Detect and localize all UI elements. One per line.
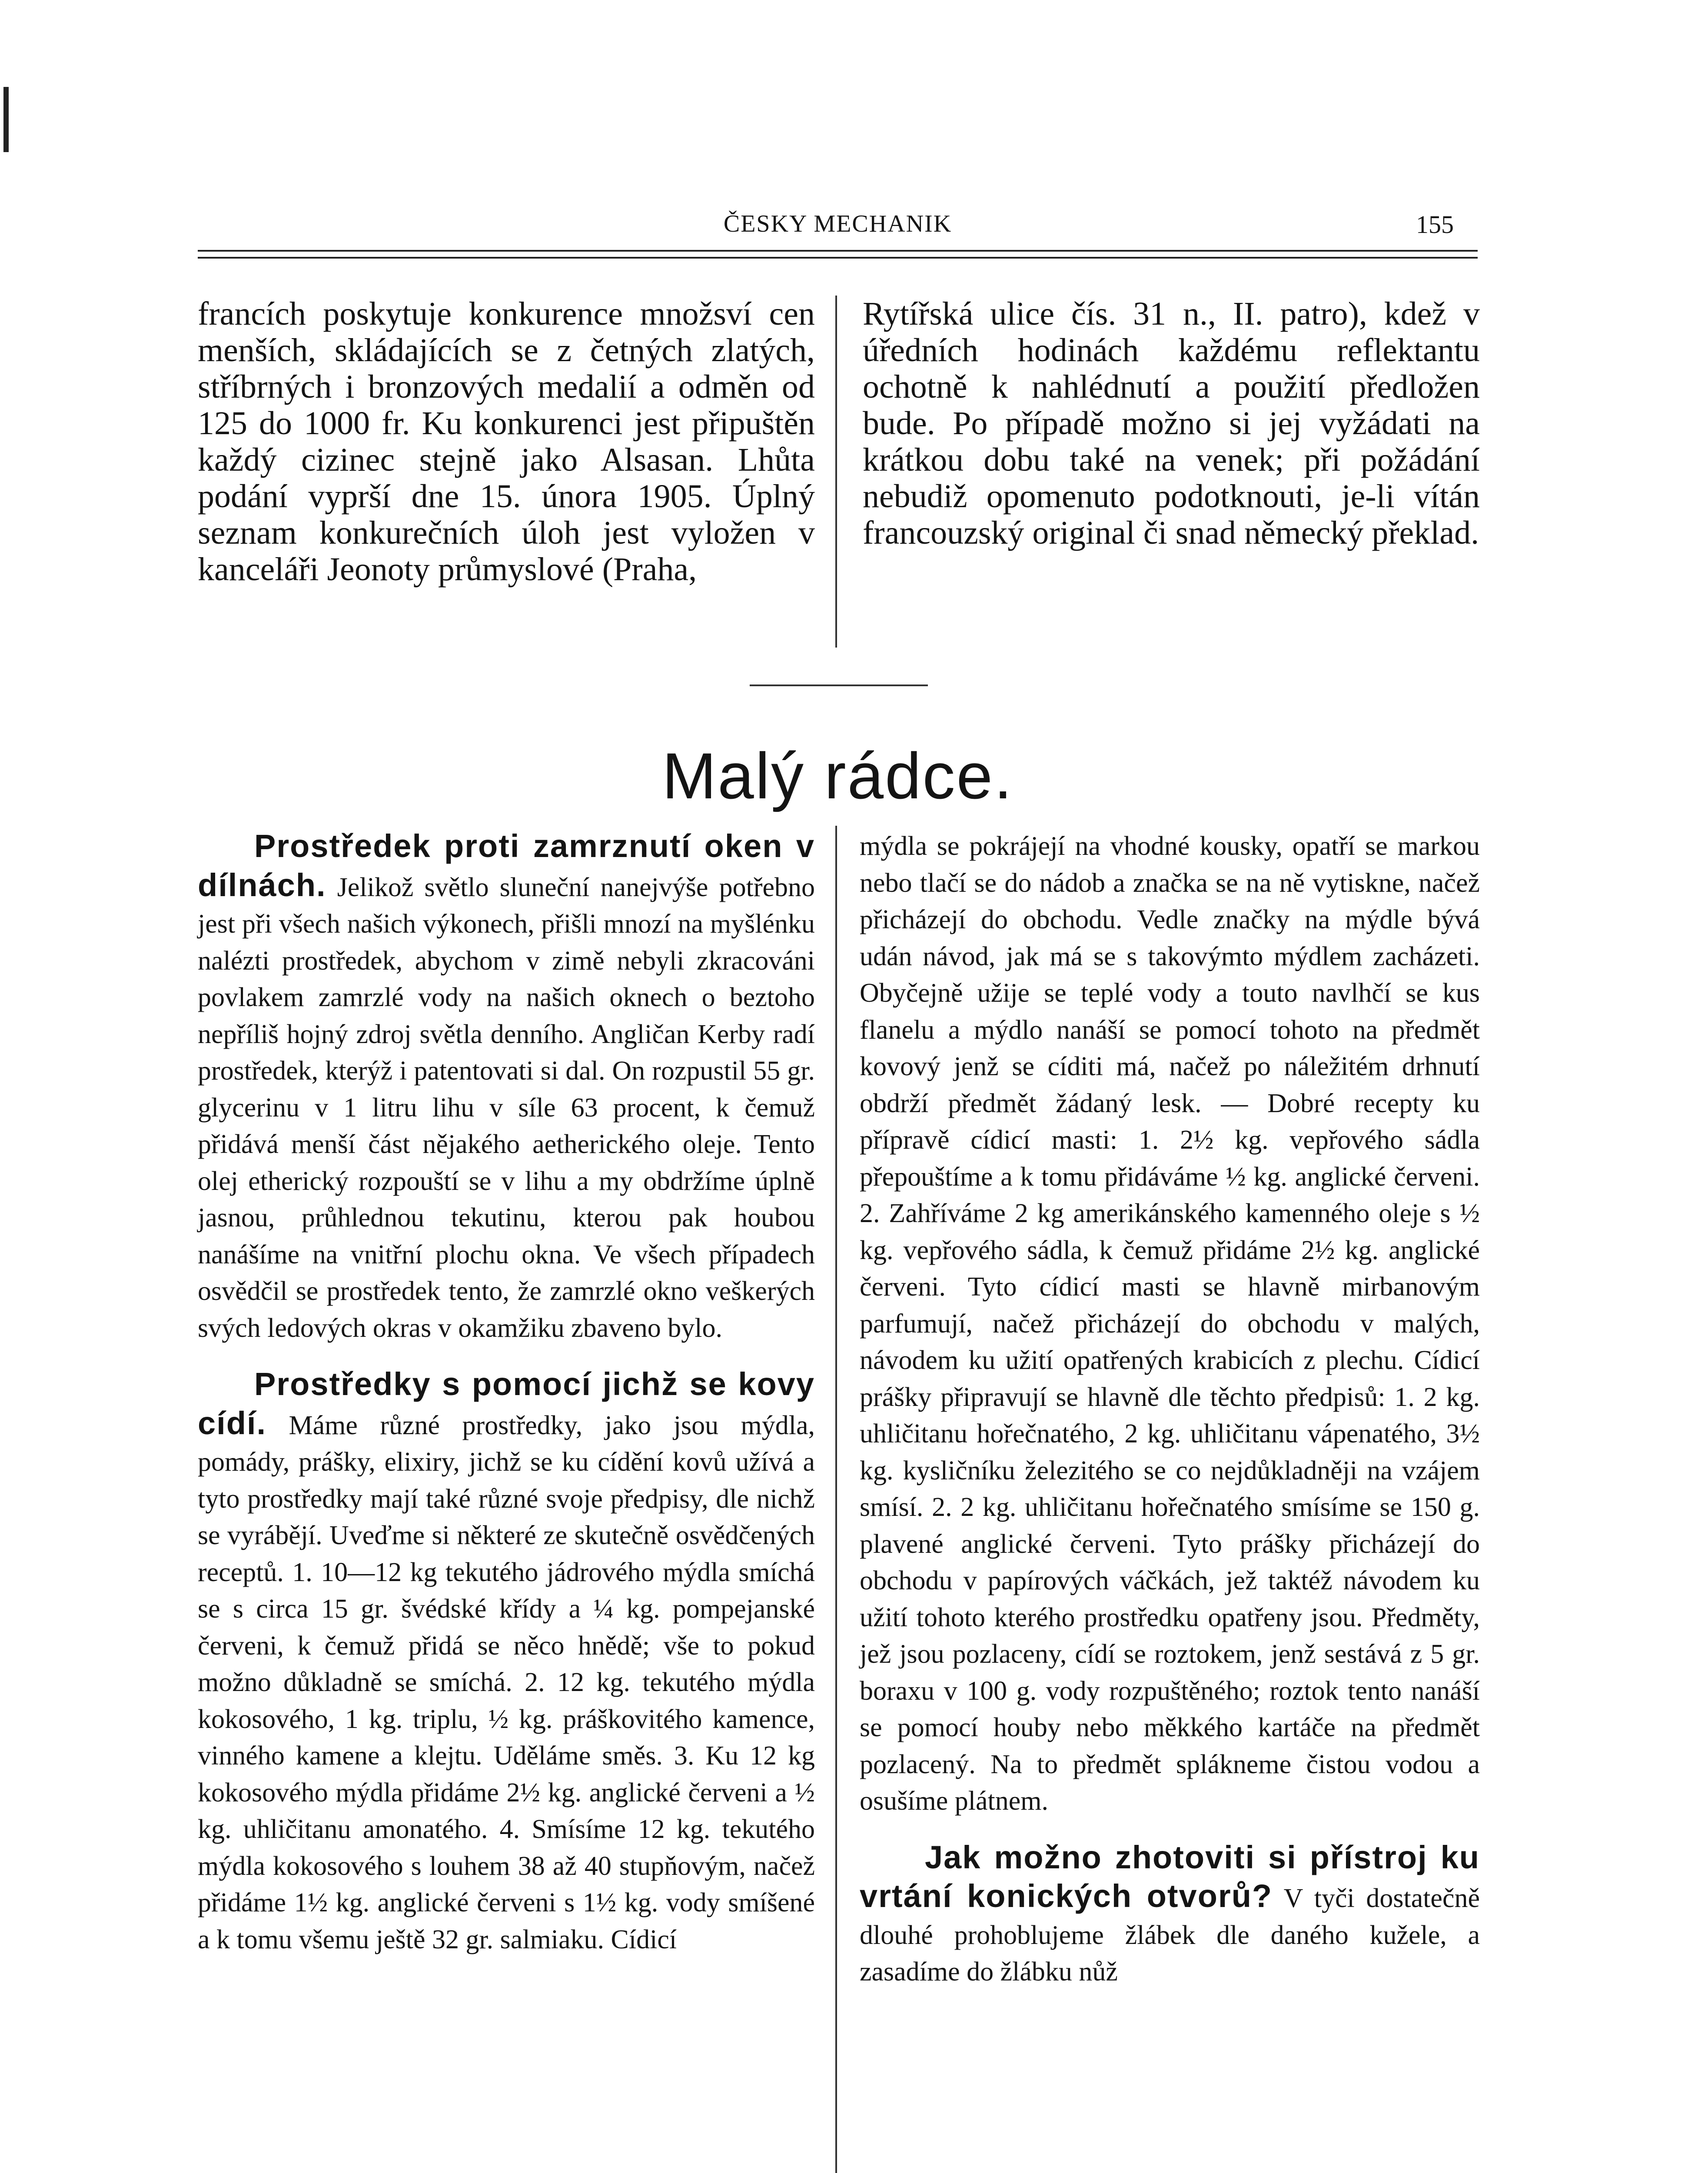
header-rule-top [198, 250, 1478, 252]
column-divider-top [835, 296, 837, 648]
journal-title: ČESKY MECHANIK [723, 210, 952, 237]
bottom-right-column [860, 828, 1480, 1990]
article-metal-cleaning-body: Máme různé prostředky, jako jsou mýdla, pomády, prášky, elixiry, jichž se ku cídění kovů užívá a tyto prostředky mají také různé svoje předpisy, dle nichž se vyrábějí. Uveďme si některé ze skutečně osvědčených receptů. 1. 10—12 kg tekutého jádrového mýdla smíchá se s circa 15 gr. švédské křídy a ¼ kg. pompejanské červeni, k čemuž přidá se něco hnědě; vše to pokud možno důkladně se smíchá. 2. 12 kg. tekutého mýdla kokosového, 1 kg. triplu, ½ kg. práškovitého kamence, vinného kamene a klejtu. Uděláme směs. 3. Ku 12 kg kokosového mýdla přidáme 2½ kg. anglické červeni a ½ kg. uhličitanu amonatého. 4. Smísíme 12 kg. tekutého mýdla kokosového s louhem 38 až 40 stupňovým, načež přidáme 1½ kg. anglické červeni s 1½ kg. vody smíšené a k tomu všemu ještě 32 gr. salmiaku. Cídicí [198, 1410, 815, 1954]
bottom-left-column [198, 828, 815, 1958]
header-rule-bottom [198, 257, 1478, 259]
article-metal-cleaning-heading: Prostředky s pomocí jichž se kovy cídí. [198, 1366, 815, 1441]
running-header [198, 206, 1478, 246]
article-drill-heading: Jak možno zhotoviti si přístroj ku vrtání konických otvorů? [860, 1839, 1480, 1914]
article-drill [860, 1839, 1480, 1990]
top-right-paragraph: Rytířská ulice čís. 31 n., II. patro), kdež v úředních hodinách každému reflektantu ochotně k nahlédnutí a použití předložen bude. Po případě možno si jej vyžádati na krátkou dobu také na venek; při požádání nebudiž opomenuto podotknouti, je-li vítán francouzský original či snad německý překlad. [863, 296, 1480, 551]
top-right-column [863, 296, 1480, 551]
section-title: Malý rádce. [662, 739, 1014, 812]
article-metal-cleaning-continuation: mýdla se pokrájejí na vhodné kousky, opatří se markou nebo tlačí se do nádob a značka se na ně vytiskne, načež přicházejí do obchodu. Vedle značky na mýdle bývá udán návod, jak má se s takovýmto mýdlem zacházeti. Obyčejně užije se teplé vody a touto navlhčí se kus flanelu a mýdlo nanáší se pomocí tohoto na předmět kovový jenž se cíditi má, načež po náležitém drhnutí obdrží předmět žádaný lesk. — Dobré recepty ku přípravě cídicí masti: 1. 2½ kg. vepřového sádla přepouštíme a k tomu přidáváme ½ kg. anglické červeni. 2. Zahříváme 2 kg amerikánského kamenného oleje s ½ kg. vepřového sádla, k čemuž přidáme 2½ kg. anglické červeni. Tyto cídicí masti se hlavně mirbanovým parfumují, načež přicházejí do obchodu v malých, návodem ku užití opatřených krabicích z plechu. Cídicí prášky připravují se hlavně dle těchto předpisů: 1. 2 kg. uhličitanu hořečnatého, 2 kg. uhličitanu vápenatého, 3½ kg. kysličníku železitého se co nejdůkladněji na vzájem smísí. 2. 2 kg. uhličitanu hořečnatého smísíme se 150 g. plavené anglické červeni. Tyto prášky přicházejí do obchodu v papírových váčkách, jež taktéž návodem ku užití tohoto kterého prostředku opatřeny jsou. Předměty, jež jsou pozlaceny, cídí se roztokem, jenž sestává z 5 gr. boraxu v 100 g. vody rozpuštěného; roztok tento nanáší se pomocí houby nebo měkkého kartáče na předmět pozlacený. Na to předmět spláknemе čistou vodou a osušíme plátnem. [860, 831, 1480, 1816]
article-frost [198, 828, 815, 1346]
article-metal-cleaning [198, 1366, 815, 1958]
scan-edge-mark [3, 87, 9, 152]
article-frost-body: Jelikož světlo sluneční nanejvýše potřebno jest při všech našich výkonech, přišli mnozí na myšlénku nalézti prostředek, abychom v zimě nebyli zkracováni povlakem zamrzlé vody na našich oknech o beztoho nepříliš hojný zdroj světla denního. Angličan Kerby radí prostředek, kterýž i patentovati si dal. On rozpustil 55 gr. glycerinu v 1 litru lihu v síle 63 procent, k čemuž přidává menší část nějakého aetherického oleje. Tento olej etherický rozpouští se v lihu a my obdržíme úplně jasnou, průhlednou tekutinu, kterou pak houbou nanášíme na vnitřní plochu okna. Ve všech případech osvědčil se prostředek tento, že zamrzlé okno veškerých svých ledových okras v okamžiku zbaveno bylo. [198, 872, 815, 1343]
top-left-paragraph: francích poskytuje konkurence množsví cen menších, skládajících se z četných zlatých, stříbrných i bronzových medalií a odměn od 125 do 1000 fr. Ku konkurenci jest připuštěn každý cizinec stejně jako Alsasan. Lhůta podání vyprší dne 15. února 1905. Úplný seznam konkurečních úloh jest vyložen v kanceláři Jeonoty průmyslové (Praha, [198, 296, 815, 588]
column-divider-bottom [835, 826, 837, 2173]
section-separator [750, 684, 928, 686]
page-number: 155 [1416, 210, 1454, 239]
top-left-column [198, 296, 815, 588]
article-drill-body: V tyči dostatečně dlouhé prohoblujeme žlábek dle daného kužele, a zasadíme do žlábku nůž [860, 1884, 1480, 1987]
article-frost-heading: Prostředek proti zamrznutí oken v dílnách. [198, 828, 815, 903]
